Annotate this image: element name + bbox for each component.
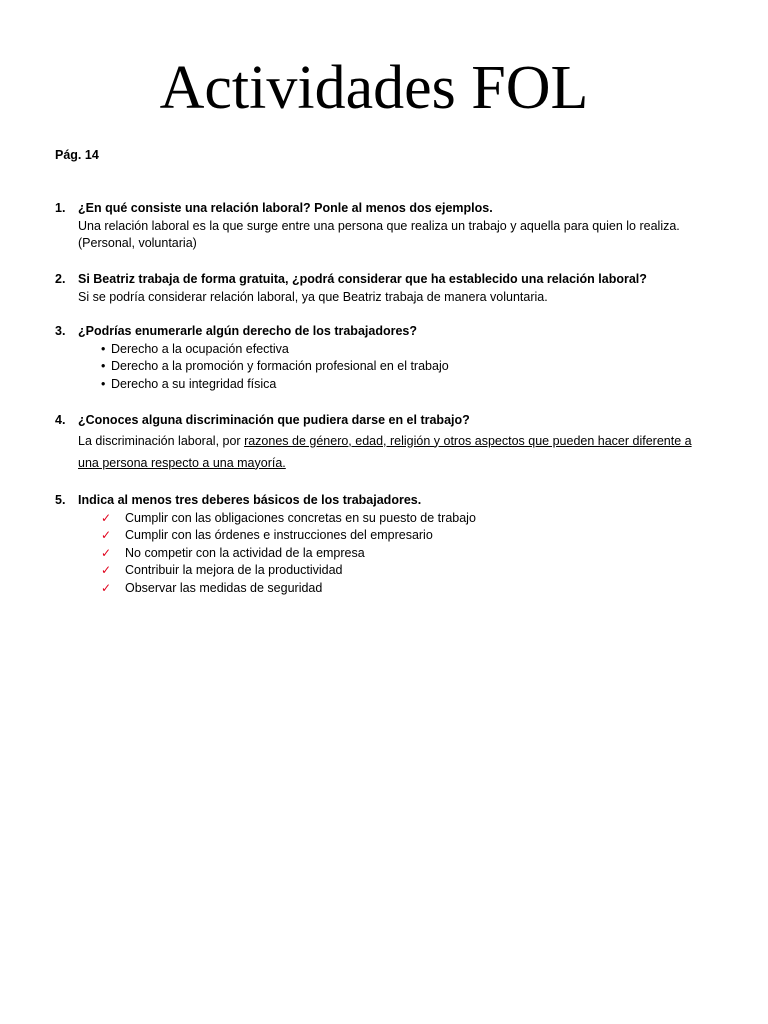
list-item: • Derecho a la ocupación efectiva <box>101 341 695 359</box>
checkmark-icon: ✓ <box>101 510 112 525</box>
question-text: ¿En qué consiste una relación laboral? Ponle al menos dos ejemplos. <box>78 201 493 215</box>
page-title: Actividades FOL <box>159 54 589 122</box>
question-number: 4. <box>55 413 66 427</box>
question-3 <box>55 323 695 394</box>
question-5 <box>55 492 695 597</box>
bullet-icon: • <box>101 377 106 392</box>
checkmark-icon: ✓ <box>101 528 112 543</box>
question-number: 3. <box>55 324 66 338</box>
list-item: ✓ Cumplir con las obligaciones concretas en su puesto de trabajo <box>101 510 695 528</box>
question-text: ¿Podrías enumerarle algún derecho de los trabajadores? <box>78 324 417 338</box>
answer-text: La discriminación laboral, por razones de género, edad, religión y otros aspectos que pueden hacer diferente a una persona respecto a una mayoría. <box>78 433 692 470</box>
list-item: • Derecho a la promoción y formación profesional en el trabajo <box>101 358 695 376</box>
question-text: Indica al menos tres deberes básicos de los trabajadores. <box>78 493 422 507</box>
answer-text: Si se podría considerar relación laboral, ya que Beatriz trabaja de manera voluntaria. <box>78 289 548 304</box>
page-reference: Pág. 14 <box>55 148 99 162</box>
list-item: ✓ Cumplir con las órdenes e instrucciones del empresario <box>101 527 695 545</box>
duties-list <box>101 510 695 598</box>
rights-list <box>101 341 695 394</box>
checkmark-icon: ✓ <box>101 545 112 560</box>
bullet-icon: • <box>101 341 106 356</box>
question-1 <box>55 200 695 253</box>
list-item: • Derecho a su integridad física <box>101 376 695 394</box>
list-item: ✓ No competir con la actividad de la empresa <box>101 545 695 563</box>
question-number: 2. <box>55 272 66 286</box>
bullet-icon: • <box>101 359 106 374</box>
question-2 <box>55 271 695 306</box>
question-text: Si Beatriz trabaja de forma gratuita, ¿podrá considerar que ha establecido una relación laboral? <box>78 272 647 286</box>
list-item: ✓ Observar las medidas de seguridad <box>101 580 695 598</box>
question-number: 1. <box>55 201 66 215</box>
question-text: ¿Conoces alguna discriminación que pudiera darse en el trabajo? <box>78 413 470 427</box>
question-number: 5. <box>55 493 66 507</box>
underlined-answer: razones de género, edad, religión y otros aspectos que pueden hacer diferente a una persona respecto a una mayoría. <box>78 433 692 470</box>
question-4 <box>55 412 695 474</box>
checkmark-icon: ✓ <box>101 563 112 578</box>
list-item: ✓ Contribuir la mejora de la productividad <box>101 562 695 580</box>
answer-text: Una relación laboral es la que surge entre una persona que realiza un trabajo y aquella para quien lo realiza. (Personal, voluntaria) <box>78 218 680 250</box>
checkmark-icon: ✓ <box>101 580 112 595</box>
